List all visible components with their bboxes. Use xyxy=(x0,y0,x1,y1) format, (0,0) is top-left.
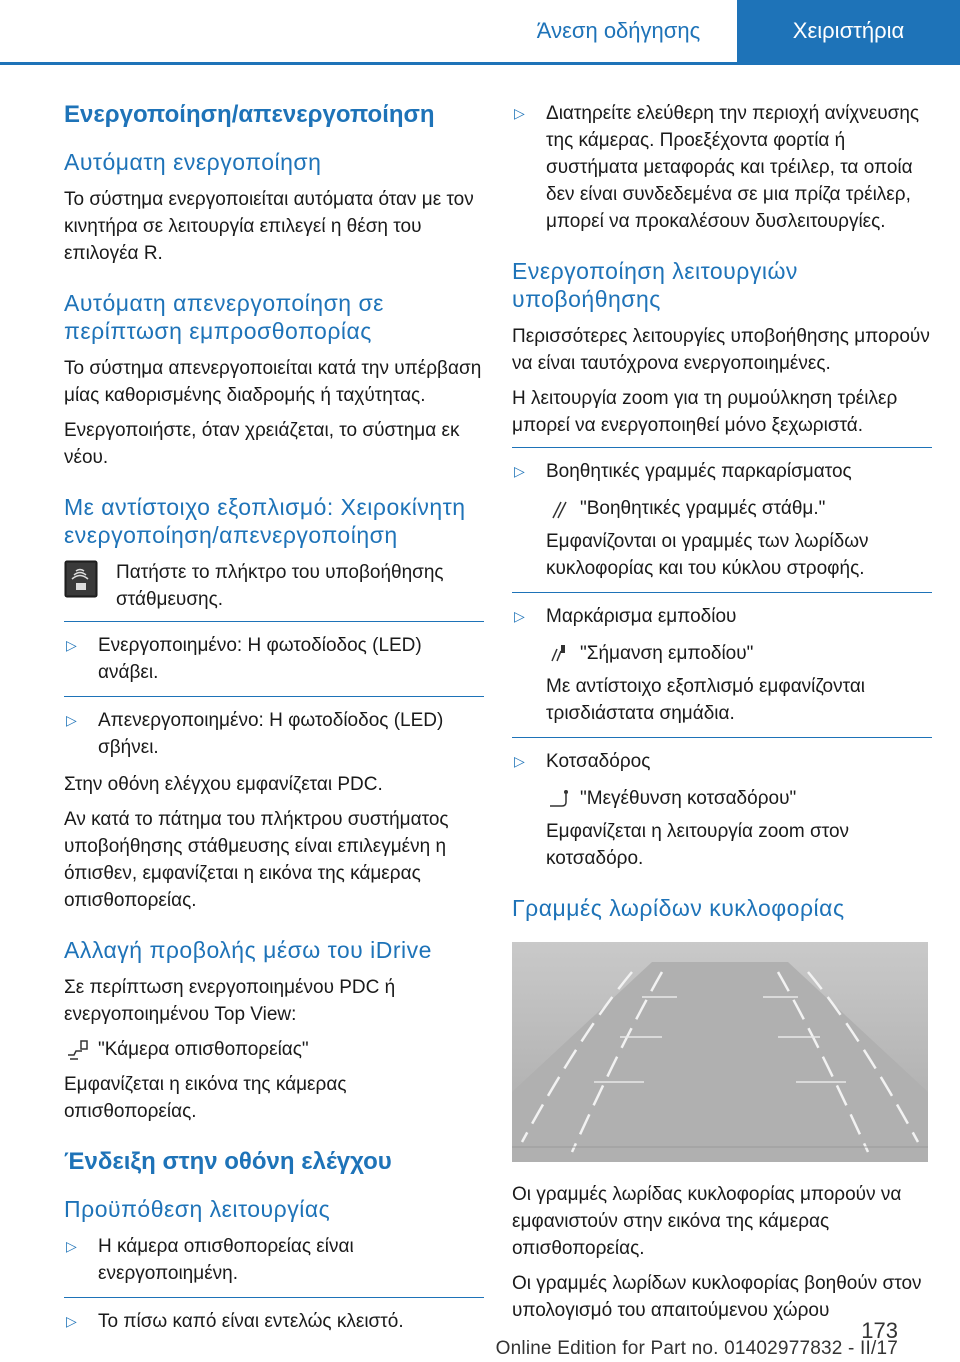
pdc-text: Στην οθόνη ελέγχου εμφανίζεται PDC. xyxy=(64,774,383,795)
pdc-text2: Αν κατά το πάτημα του πλήκτρου συστήματος υποβοήθησης στάθμευσης είναι επιλεγμένη η όπισθεν, εμφανίζεται η εικόνα της κάμερας οπισθοπορείας. xyxy=(64,809,449,911)
camera-menu-item: "Κάμερα οπισθοπορείας" xyxy=(64,1036,484,1063)
auto-off-text: Το σύστημα απενεργοποιείται κατά την υπέρβαση μίας καθορισμένης διαδρομής ή ταχύτητας. xyxy=(64,358,482,406)
camera-lanes-image xyxy=(512,942,928,1162)
assist-text: Περισσότερες λειτουργίες υποβοήθησης μπορούν να είναι ταυτόχρονα ενεργοποιημένες. xyxy=(512,326,930,374)
manual-button-row xyxy=(64,559,484,613)
divider xyxy=(512,737,932,738)
list-item-text: Εμφανίζεται η λειτουργία zoom στον κοτσαδόρο. xyxy=(546,821,850,869)
divider xyxy=(64,1297,484,1298)
divider xyxy=(512,447,932,448)
trailer-hitch-icon xyxy=(546,786,572,812)
list-item-text: Με αντίστοιχο εξοπλισμό εμφανίζονται τρισδιάστατα σημάδια. xyxy=(546,676,866,724)
auto-on-text: Το σύστημα ενεργοποιείται αυτόματα όταν με τον κινητήρα σε λειτουργία επιλεγεί η θέση του επιλογέα R. xyxy=(64,189,474,264)
triangle-right-icon: ▷ xyxy=(514,105,525,121)
hitch-menu-item: "Μεγέθυνση κοτσαδόρου" xyxy=(512,785,932,812)
list-item: ▷ Απενεργοποιημένο: Η φωτοδίοδος (LED) σβήνει. xyxy=(64,707,484,761)
list-item: ▷ Διατηρείτε ελεύθερη την περιοχή ανίχνευσης της κάμερας. Προεξέχοντα φορτία ή συστήματα μεταφοράς και τρέιλερ, τα οποία δεν είναι συνδεδεμένα σε μια πρίζα τρέιλερ, μπορεί να προκαλέσουν δυσλειτουργίες. xyxy=(512,100,932,235)
triangle-right-icon: ▷ xyxy=(66,712,77,728)
park-assist-button-icon xyxy=(64,559,98,599)
assist-heading: Ενεργοποίηση λειτουργιών υποβοήθησης xyxy=(512,258,798,312)
list-item: ▷ Η κάμερα οπισθοπορείας είναι ενεργοποιημένη. xyxy=(64,1233,484,1287)
header-rule xyxy=(0,62,960,65)
list-item: ▷ Κοτσαδόρος xyxy=(512,748,932,775)
parking-lines-icon xyxy=(546,496,572,522)
triangle-right-icon: ▷ xyxy=(66,1313,77,1329)
lines-menu-item: "Βοηθητικές γραμμές στάθμ." xyxy=(512,495,932,522)
triangle-right-icon: ▷ xyxy=(514,608,525,624)
divider xyxy=(64,696,484,697)
triangle-right-icon: ▷ xyxy=(66,1238,77,1254)
list-item-text: Εμφανίζονται οι γραμμές των λωρίδων κυκλοφορίας και του κύκλου στροφής. xyxy=(546,531,869,579)
triangle-right-icon: ▷ xyxy=(514,463,525,479)
section-heading: Ενεργοποίηση/απενεργοποίηση xyxy=(64,101,435,128)
rear-camera-icon xyxy=(64,1037,90,1063)
list-item: ▷ Το πίσω καπό είναι εντελώς κλειστό. xyxy=(64,1308,484,1335)
left-column xyxy=(64,100,484,1345)
auto-off-heading: Αυτόματη απενεργοποίηση σε περίπτωση εμπροσθοπορίας xyxy=(64,290,384,344)
manual-heading: Με αντίστοιχο εξοπλισμό: Χειροκίνητη ενεργοποίηση/απενεργοποίηση xyxy=(64,494,466,548)
manual-button-text: Πατήστε το πλήκτρο του υποβοήθησης στάθμευσης. xyxy=(116,562,444,610)
divider xyxy=(64,621,484,622)
lanes-text2: Οι γραμμές λωρίδων κυκλοφορίας βοηθούν στον υπολογισμό του απαιτούμενου χώρου xyxy=(512,1273,922,1321)
obstacle-marking-icon xyxy=(546,641,572,667)
list-item: ▷ Μαρκάρισμα εμποδίου xyxy=(512,603,932,630)
right-column xyxy=(512,100,932,1332)
assist-text2: Η λειτουργία zoom για τη ρυμούλκηση τρέιλερ μπορεί να ενεργοποιηθεί μόνο ξεχωριστά. xyxy=(512,388,898,436)
list-item: ▷ Ενεργοποιημένο: Η φωτοδίοδος (LED) ανάβει. xyxy=(64,632,484,686)
header-bar xyxy=(0,0,960,62)
section-tab[interactable]: Άνεση οδήγησης xyxy=(500,0,737,62)
obstacle-menu-item: "Σήμανση εμποδίου" xyxy=(512,640,932,667)
lanes-text: Οι γραμμές λωρίδας κυκλοφορίας μπορούν να εμφανιστούν στην εικόνα της κάμερας οπισθοπορείας. xyxy=(512,1184,902,1259)
triangle-right-icon: ▷ xyxy=(514,753,525,769)
prereq-heading: Προϋπόθεση λειτουργίας xyxy=(64,1196,331,1222)
triangle-right-icon: ▷ xyxy=(66,637,77,653)
idrive-text2: Εμφανίζεται η εικόνα της κάμερας οπισθοπορείας. xyxy=(64,1074,347,1122)
idrive-heading: Αλλαγή προβολής μέσω του iDrive xyxy=(64,937,432,963)
auto-on-heading: Αυτόματη ενεργοποίηση xyxy=(64,149,322,175)
divider xyxy=(512,592,932,593)
auto-off-text2: Ενεργοποιήστε, όταν χρειάζεται, το σύστημα εκ νέου. xyxy=(64,420,460,468)
display-heading: Ένδειξη στην οθόνη ελέγχου xyxy=(64,1148,392,1175)
page-number: 173 xyxy=(861,1318,898,1343)
idrive-text: Σε περίπτωση ενεργοποιημένου PDC ή ενεργοποιημένου Top View: xyxy=(64,977,396,1025)
list-item: ▷ Βοηθητικές γραμμές παρκαρίσματος xyxy=(512,458,932,485)
chapter-tab[interactable]: Χειριστήρια xyxy=(737,0,960,62)
footer-edition: Online Edition for Part no. 01402977832 - II/17 xyxy=(495,1338,898,1359)
lanes-heading: Γραμμές λωρίδων κυκλοφορίας xyxy=(512,895,845,921)
